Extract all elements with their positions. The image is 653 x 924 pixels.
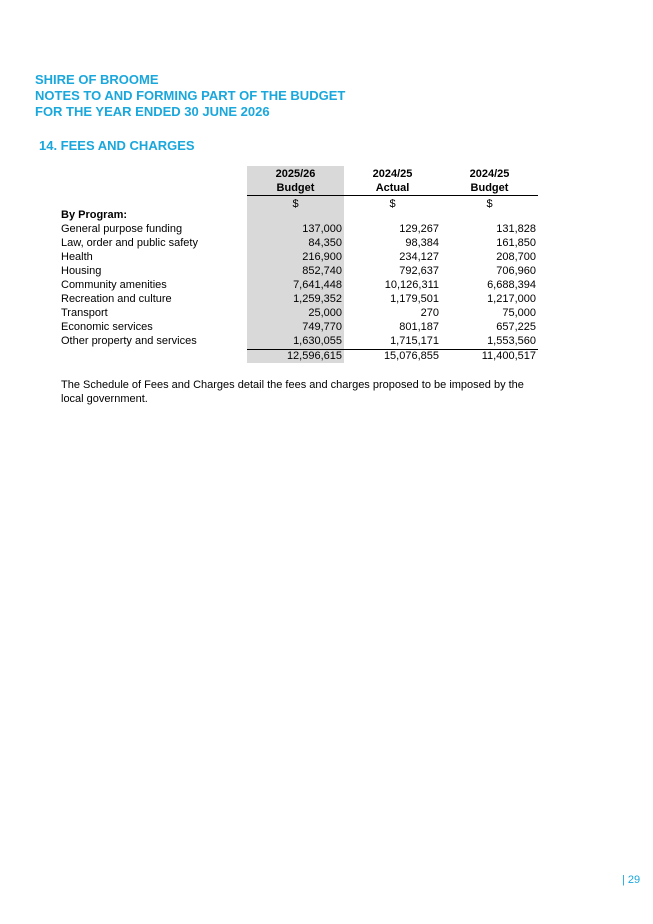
table-row <box>0 251 653 265</box>
cell-value: 6,688,394 <box>487 279 536 291</box>
cell-value: 657,225 <box>496 321 536 333</box>
cell-value: 234,127 <box>399 251 439 263</box>
header-rule <box>247 195 538 196</box>
column-unit: $ <box>486 198 493 210</box>
cell-value: 270 <box>420 307 439 319</box>
cell-value: 137,000 <box>302 223 342 235</box>
header-line-3: FOR THE YEAR ENDED 30 JUNE 2026 <box>35 104 270 119</box>
section-title: 14. FEES AND CHARGES <box>39 138 195 153</box>
total-value: 15,076,855 <box>383 350 439 362</box>
table-row <box>0 223 653 237</box>
row-label: Other property and services <box>61 335 197 347</box>
table-row <box>0 237 653 251</box>
cell-value: 1,553,560 <box>487 335 536 347</box>
column-header-2024-25-actual <box>344 167 441 195</box>
table-row <box>0 265 653 279</box>
row-label: Transport <box>61 307 108 319</box>
cell-value: 706,960 <box>496 265 536 277</box>
explanatory-note: The Schedule of Fees and Charges detail the fees and charges proposed to be imposed by the local government. <box>61 379 524 405</box>
row-label: Housing <box>61 265 102 277</box>
cell-value: 208,700 <box>496 251 536 263</box>
row-label: Health <box>61 251 93 263</box>
table-row <box>0 335 653 349</box>
page-number: | 29 <box>622 874 641 886</box>
cell-value: 1,630,055 <box>293 335 342 347</box>
cell-value: 98,384 <box>405 237 439 249</box>
cell-value: 792,637 <box>399 265 439 277</box>
total-value: 12,596,615 <box>286 350 342 362</box>
cell-value: 1,217,000 <box>487 293 536 305</box>
row-label: Economic services <box>61 321 153 333</box>
cell-value: 129,267 <box>399 223 439 235</box>
row-label: Recreation and culture <box>61 293 172 305</box>
cell-value: 10,126,311 <box>384 279 439 291</box>
document-header <box>35 72 345 120</box>
column-year: 2025/26 <box>275 168 316 180</box>
cell-value: 84,350 <box>308 237 342 249</box>
header-line-2: NOTES TO AND FORMING PART OF THE BUDGET <box>35 88 346 103</box>
cell-value: 1,259,352 <box>293 293 342 305</box>
column-unit: $ <box>292 198 299 210</box>
group-label: By Program: <box>61 209 128 221</box>
cell-value: 749,770 <box>302 321 342 333</box>
cell-value: 216,900 <box>302 251 342 263</box>
table-row <box>0 279 653 293</box>
total-row <box>0 350 653 364</box>
cell-value: 7,641,448 <box>293 279 342 291</box>
total-value: 11,400,517 <box>481 350 536 362</box>
column-year: 2024/25 <box>372 168 413 180</box>
row-label: Community amenities <box>61 279 167 291</box>
cell-value: 25,000 <box>308 307 342 319</box>
table-row <box>0 307 653 321</box>
cell-value: 1,715,171 <box>390 335 439 347</box>
column-year: 2024/25 <box>469 168 510 180</box>
column-type: Actual <box>375 182 410 194</box>
cell-value: 131,828 <box>496 223 536 235</box>
cell-value: 852,740 <box>302 265 342 277</box>
cell-value: 801,187 <box>399 321 439 333</box>
cell-value: 1,179,501 <box>390 293 439 305</box>
table-row <box>0 321 653 335</box>
column-unit: $ <box>389 198 396 210</box>
column-type: Budget <box>470 182 509 194</box>
column-header-2025-26-budget <box>247 167 344 195</box>
header-line-1: SHIRE OF BROOME <box>35 72 159 87</box>
table-row <box>0 293 653 307</box>
cell-value: 161,850 <box>496 237 536 249</box>
row-label: Law, order and public safety <box>61 237 198 249</box>
column-header-2024-25-budget <box>441 167 538 195</box>
cell-value: 75,000 <box>502 307 536 319</box>
column-type: Budget <box>276 182 315 194</box>
row-label: General purpose funding <box>61 223 183 235</box>
